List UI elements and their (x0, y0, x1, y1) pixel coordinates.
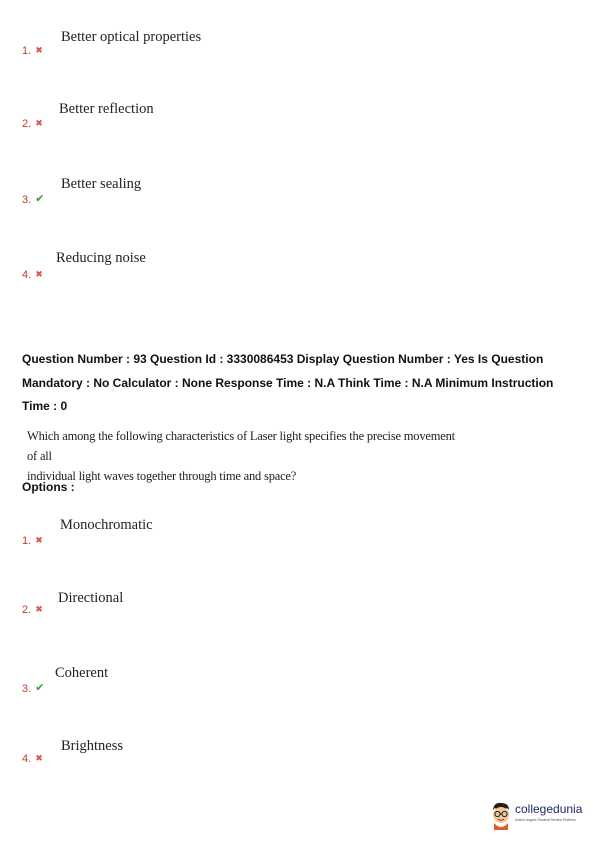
option-number (22, 681, 44, 695)
wrong-icon: ✖ (35, 118, 43, 128)
option-number (22, 118, 43, 130)
option-text: Brightness (61, 738, 124, 754)
option-text: Monochromatic (60, 517, 153, 533)
question-text-line: Which among the following characteristics of Laser light specifies the precise movement of all (27, 429, 455, 463)
brand-tagline: India's largest Student Review Platform (515, 818, 576, 822)
option-index: 3. (22, 683, 32, 695)
question-meta-line: Time : 0 (22, 399, 68, 413)
question-metadata (22, 348, 582, 419)
question-meta-line: Question Number : 93 Question Id : 3330086453 Display Question Number : Yes Is Question (22, 352, 544, 366)
option-text: Better sealing (61, 176, 142, 192)
option-index: 4. (22, 269, 32, 281)
wrong-icon: ✖ (35, 753, 43, 763)
option-number (22, 269, 43, 281)
question-text (27, 426, 467, 486)
option-index: 4. (22, 753, 32, 765)
option-index: 2. (22, 118, 32, 130)
option-text: Reducing noise (56, 250, 146, 266)
option-number (22, 604, 43, 616)
option-number (22, 192, 44, 206)
option-text: Better optical properties (61, 29, 202, 45)
wrong-icon: ✖ (35, 269, 43, 279)
check-icon: ✔ (35, 682, 45, 694)
option-index: 2. (22, 604, 32, 616)
options-heading: Options : (22, 480, 75, 494)
option-text: Coherent (55, 665, 109, 681)
question-text-line: individual light waves together through time and space? (27, 469, 297, 483)
question-meta-line: Mandatory : No Calculator : None Response Time : N.A Think Time : N.A Minimum Instruction (22, 375, 554, 390)
option-text: Better reflection (59, 101, 154, 117)
brand-name: collegedunia (515, 802, 583, 816)
wrong-icon: ✖ (35, 604, 43, 614)
option-index: 1. (22, 45, 32, 57)
wrong-icon: ✖ (35, 535, 43, 545)
collegedunia-logo (489, 800, 589, 834)
mascot-icon (489, 801, 513, 831)
option-index: 1. (22, 535, 32, 547)
wrong-icon: ✖ (35, 45, 43, 55)
check-icon: ✔ (35, 193, 45, 205)
option-number (22, 535, 43, 547)
option-text: Directional (58, 590, 124, 606)
option-index: 3. (22, 194, 32, 206)
option-number (22, 753, 43, 765)
option-number (22, 45, 43, 57)
